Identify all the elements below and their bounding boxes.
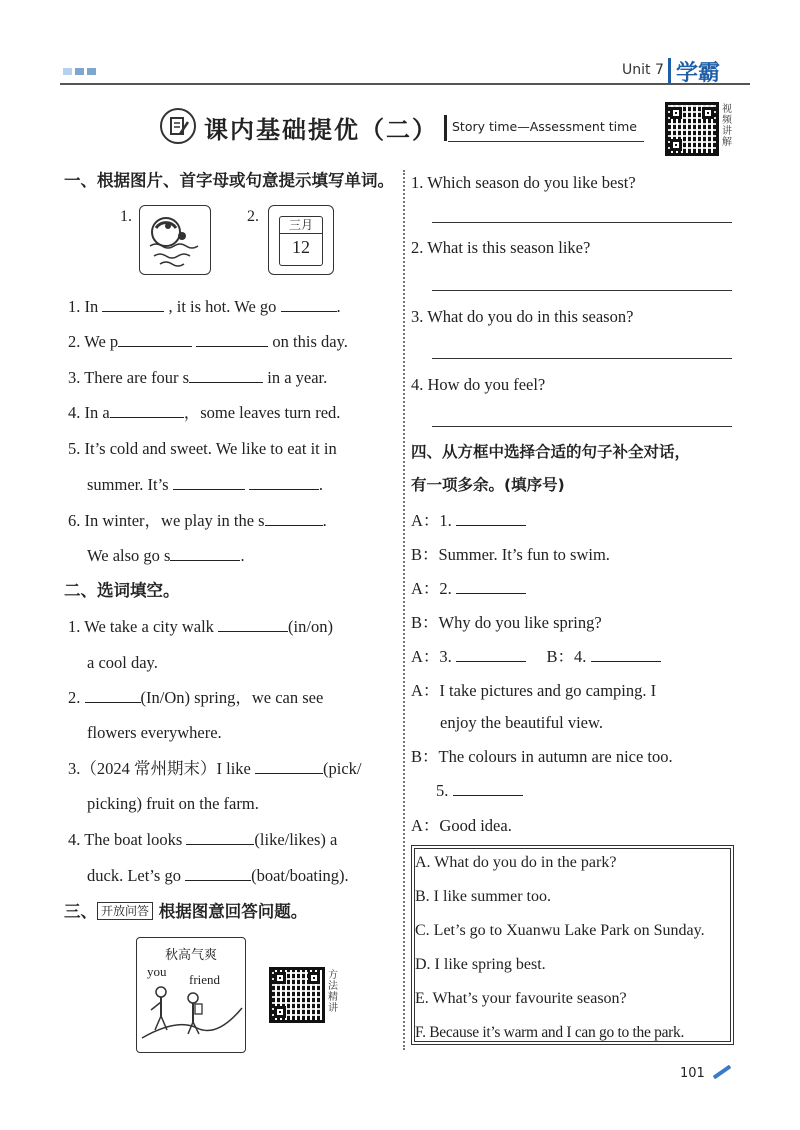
dialog-line-7: B：The colours in autumn are nice too. (411, 747, 673, 766)
s1-q1-text-a: 1. In (68, 297, 99, 316)
s1-q5-text-c: . (318, 475, 323, 494)
dialog-line-2: B：Summer. It’s fun to swim. (411, 545, 610, 564)
method-label: 方法精讲 (328, 970, 338, 1014)
s1-q6-line2 (87, 545, 245, 567)
s2-q4-text-a: 4. The boat looks (68, 830, 183, 849)
s2-q3-line2: picking) fruit on the farm. (87, 794, 259, 813)
s1-q6-text-b: . (322, 511, 327, 530)
s1-q6-text-a: 6. In winter，we play in the s (68, 511, 265, 530)
dialog-1-speaker: A：1. (411, 511, 452, 530)
s2-q3-line1 (68, 758, 362, 780)
method-qr-code[interactable] (269, 967, 325, 1023)
s3-answer-line-4[interactable] (432, 426, 732, 427)
section4-heading-1: 四、从方框中选择合适的句子补全对话， (411, 443, 691, 461)
s1-q6-blank1[interactable] (265, 510, 323, 526)
s2-q1-blank[interactable] (218, 616, 288, 632)
s2-q4-text-c: duck. Let’s go (87, 866, 181, 885)
s1-q3-text-b: in a year. (267, 368, 328, 387)
s1-q2-text-a: 2. We p (68, 332, 119, 351)
option-d: D. I like spring best. (415, 956, 546, 973)
s1-q6-blank2[interactable] (170, 545, 240, 561)
s1-q3 (68, 367, 327, 389)
section3-prefix: 三、 (64, 902, 97, 921)
options-box (411, 845, 734, 1045)
s1-q3-blank[interactable] (189, 367, 263, 383)
s1-q1-blank1[interactable] (102, 296, 164, 312)
notebook-icon (160, 108, 196, 144)
s2-q4-blank2[interactable] (185, 865, 251, 881)
pic1-number: 1. (120, 208, 132, 225)
s1-q2-text-b: on this day. (272, 332, 348, 351)
dialog-blank-1[interactable] (456, 510, 526, 526)
pic-hiking (136, 937, 246, 1053)
header-decoration (63, 68, 96, 75)
s2-q2-text-b: (In/On) spring，we can see (140, 688, 324, 707)
dialog-5-speaker-a: A：3. (411, 647, 452, 666)
option-f: F. Because it’s warm and I can go to the park. (415, 1024, 685, 1041)
dialog-line-3 (411, 578, 526, 600)
dialog-line-5 (411, 646, 661, 668)
dialog-line-8 (436, 780, 523, 802)
dialog-line-4: B：Why do you like spring? (411, 613, 602, 632)
dialog-8-number: 5. (436, 781, 449, 800)
column-divider (403, 170, 405, 1050)
dialog-line-9: A：Good idea. (411, 816, 512, 835)
option-c: C. Let’s go to Xuanwu Lake Park on Sunday. (415, 922, 705, 939)
header-bar (668, 58, 671, 84)
s1-q6-text-d: . (240, 546, 245, 565)
s1-q2 (68, 331, 348, 353)
s1-q2-blank2[interactable] (196, 331, 268, 347)
calendar-page (279, 216, 323, 266)
s1-q5-text-b: summer. It’s (87, 475, 169, 494)
s1-q1-text-c: . (336, 297, 341, 316)
s2-q1-line2: a cool day. (87, 653, 158, 672)
option-a: A. What do you do in the park? (415, 854, 617, 871)
dialog-5-speaker-b: B：4. (546, 647, 587, 666)
s3-answer-line-3[interactable] (432, 358, 732, 359)
s1-q1-text-b: , it is hot. We go (168, 297, 277, 316)
s2-q4-line2 (87, 865, 349, 887)
s2-q4-text-b: (like/likes) a (254, 830, 338, 849)
brand-logo: 学霸 (676, 61, 721, 86)
s2-q2-text-a: 2. (68, 688, 81, 707)
s2-q3-text-a: 3.（2024 常州期末）I like (68, 759, 251, 778)
dialog-line-6a: A：I take pictures and go camping. I (411, 681, 657, 700)
s2-q1-line1 (68, 616, 333, 638)
section4-heading-2: 有一项多余。(填序号) (411, 476, 565, 494)
s2-q1-text-a: 1. We take a city walk (68, 617, 214, 636)
s1-q2-blank1[interactable] (118, 331, 192, 347)
section3-heading-text: 根据图意回答问题。 (158, 902, 308, 921)
pencil-icon (713, 1065, 732, 1080)
s1-q4-text-a: 4. In a (68, 403, 110, 422)
section2-heading: 二、选词填空。 (64, 581, 180, 600)
s1-q1 (68, 296, 341, 318)
s1-q5-blank1[interactable] (173, 474, 245, 490)
page-number: 101 (680, 1066, 705, 1081)
s1-q6-line1 (68, 510, 327, 532)
pic2-number: 2. (247, 208, 259, 225)
s1-q5-line2 (87, 474, 323, 496)
pic-label-you: you (147, 964, 167, 979)
pic-label-friend: friend (189, 972, 221, 987)
s2-q2-blank[interactable] (85, 687, 141, 703)
s3-answer-line-2[interactable] (432, 290, 732, 291)
calendar-month: 三月 (280, 217, 322, 234)
s3-question-4: 4. How do you feel? (411, 375, 546, 394)
section1-heading: 一、根据图片、首字母或句意提示填写单词。 (64, 171, 394, 190)
calendar-day: 12 (292, 237, 310, 257)
option-b: B. I like summer too. (415, 888, 551, 905)
s2-q4-blank1[interactable] (186, 829, 254, 845)
pic-swimming (139, 205, 211, 275)
option-e: E. What’s your favourite season? (415, 990, 627, 1007)
s1-q1-blank2[interactable] (281, 296, 337, 312)
video-qr-code[interactable] (665, 102, 719, 156)
page-subtitle: Story time—Assessment time (452, 119, 637, 134)
pic-calendar (268, 205, 334, 275)
s2-q3-blank[interactable] (255, 758, 323, 774)
dialog-blank-4[interactable] (591, 646, 661, 662)
s1-q4 (68, 402, 340, 424)
s2-q2-line2: flowers everywhere. (87, 723, 222, 742)
s1-q3-text-a: 3. There are four s (68, 368, 190, 387)
dialog-blank-5[interactable] (453, 780, 523, 796)
pic-caption: 秋高气爽 (165, 948, 218, 963)
dialog-line-1 (411, 510, 526, 532)
s2-q4-line1 (68, 829, 337, 851)
s3-answer-line-1[interactable] (432, 222, 732, 223)
s2-q1-text-b: (in/on) (288, 617, 333, 636)
s3-question-1: 1. Which season do you like best? (411, 173, 636, 192)
title-bar (444, 115, 447, 141)
title-rule (448, 141, 644, 142)
dialog-blank-3[interactable] (456, 646, 526, 662)
dialog-3-speaker: A：2. (411, 579, 452, 598)
s1-q5-line1: 5. It’s cold and sweet. We like to eat it in (68, 439, 337, 458)
s2-q2-line1 (68, 687, 323, 709)
s2-q3-text-b: (pick/ (323, 759, 362, 778)
open-question-tag: 开放问答 (97, 902, 153, 920)
header-rule (60, 83, 750, 85)
s2-q4-text-d: (boat/boating). (251, 866, 349, 885)
s3-question-3: 3. What do you do in this season? (411, 307, 634, 326)
section3-heading (64, 901, 307, 923)
dialog-line-6b: enjoy the beautiful view. (440, 713, 603, 732)
unit-label: Unit 7 (622, 62, 664, 78)
s1-q5-blank2[interactable] (249, 474, 319, 490)
s3-question-2: 2. What is this season like? (411, 238, 591, 257)
page-title: 课内基础提优（二） (204, 116, 438, 144)
s1-q4-blank[interactable] (110, 402, 184, 418)
s1-q6-text-c: We also go s (87, 546, 171, 565)
dialog-blank-2[interactable] (456, 578, 526, 594)
s1-q4-text-b: ，some leaves turn red. (183, 403, 341, 422)
video-label: 视频讲解 (722, 104, 732, 148)
